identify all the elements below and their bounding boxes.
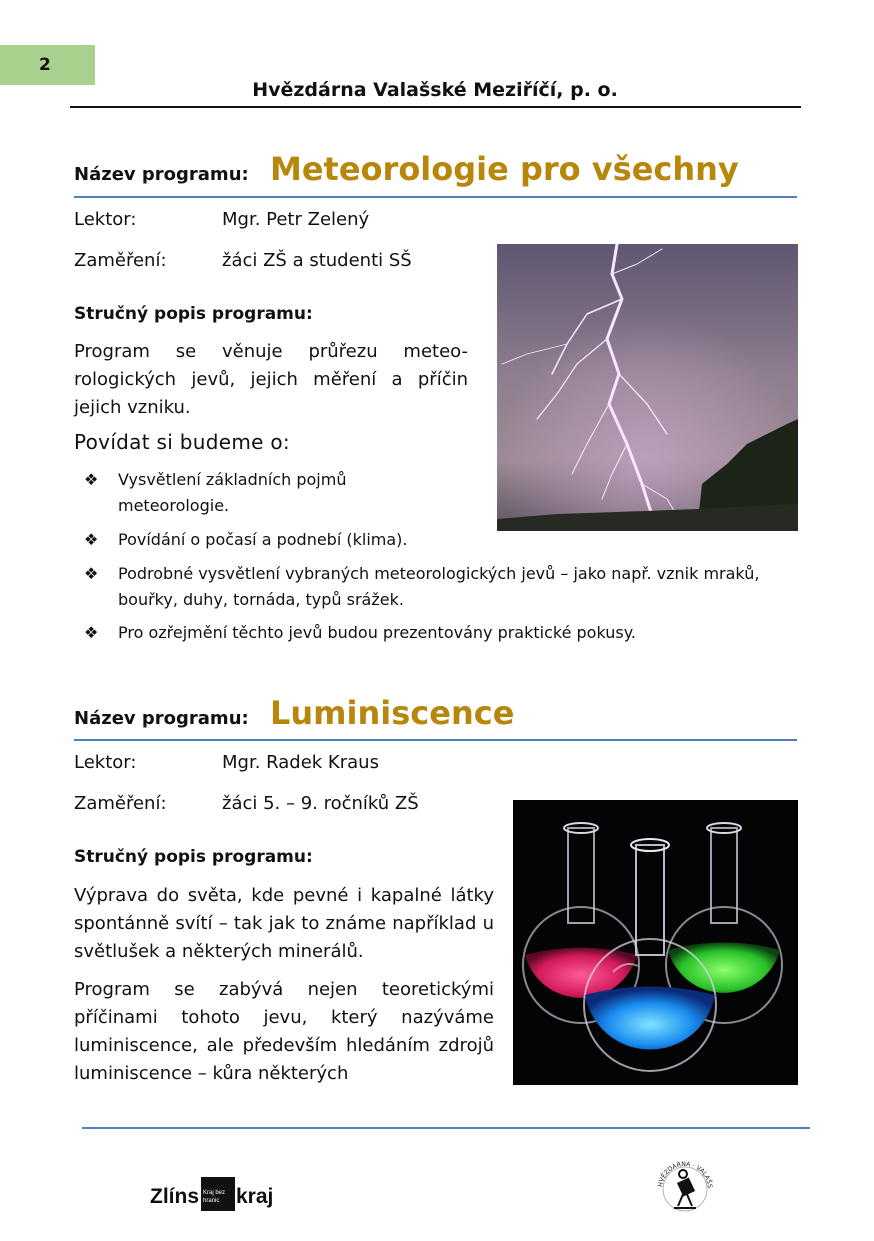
zamereni-value: žáci 5. – 9. ročníků ZŠ: [222, 793, 419, 814]
footer-rule: [82, 1127, 810, 1129]
flasks-photo: [513, 800, 798, 1085]
program-name-label: Název programu:: [74, 708, 249, 729]
observatory-seal-logo: [650, 1154, 720, 1224]
list-item: ❖ Pro ozřejmění těchto jevů budou prezentovány praktické pokusy.: [80, 620, 800, 646]
program-title: Luminiscence: [270, 694, 515, 732]
program-name-label: Název programu:: [74, 164, 249, 185]
svg-text:Kraj bez: Kraj bez: [203, 1190, 226, 1196]
zamereni-label: Zaměření:: [74, 250, 167, 271]
description-paragraph: Program se zabývá nejen teoretickými příčinami tohoto jevu, který nazýváme luminiscence, ale především hledáním zdrojů luminiscence – kůra některých: [74, 979, 494, 1084]
description-paragraph: Program se věnuje průřezu meteo-rologických jevů, jejich měření a příčin jejich vzniku.: [74, 341, 468, 418]
lektor-value: Mgr. Petr Zelený: [222, 209, 370, 230]
header-rule: [70, 106, 801, 108]
diamond-bullet-icon: ❖: [84, 470, 99, 489]
zamereni-value: žáci ZŠ a studenti SŠ: [222, 250, 412, 271]
topics-intro: Povídat si budeme o:: [74, 430, 290, 454]
lightning-photo: [497, 244, 798, 531]
lektor-value: Mgr. Radek Kraus: [222, 752, 379, 773]
description-heading: Stručný popis programu:: [74, 304, 313, 324]
list-item: ❖ Podrobné vysvětlení vybraných meteorologických jevů – jako např. vznik mraků, bouřky, duhy, tornáda, typů srážek.: [80, 561, 800, 613]
description-paragraph: Výprava do světa, kde pevné i kapalné látky spontánně svítí – tak jak to známe například u světlušek a některých minerálů.: [74, 885, 494, 962]
svg-text:kraj: kraj: [236, 1185, 274, 1208]
title-rule: [74, 196, 797, 198]
title-rule: [74, 739, 797, 741]
lektor-label: Lektor:: [74, 752, 137, 773]
organization-header: Hvězdárna Valašské Meziříčí, p. o.: [252, 79, 618, 101]
description-heading: Stručný popis programu:: [74, 847, 313, 867]
diamond-bullet-icon: ❖: [84, 530, 99, 549]
list-item: ❖ Vysvětlení základních pojmů meteorologie.: [80, 467, 420, 519]
diamond-bullet-icon: ❖: [84, 623, 99, 642]
zamereni-label: Zaměření:: [74, 793, 167, 814]
zlin-region-logo: [150, 1175, 280, 1213]
svg-text:Zlíns: Zlíns: [150, 1185, 200, 1208]
diamond-bullet-icon: ❖: [84, 564, 99, 583]
svg-text:hranic: hranic: [203, 1198, 220, 1204]
lektor-label: Lektor:: [74, 209, 137, 230]
list-item: ❖ Povídání o počasí a podnebí (klima).: [80, 527, 800, 553]
program-title: Meteorologie pro všechny: [270, 150, 739, 188]
svg-text:HVĚZDÁRNA · VALAŠSKÉ MEZIŘÍČÍ: HVĚZDÁRNA · VALAŠS: [657, 1160, 714, 1189]
page-number: 2: [39, 55, 51, 75]
